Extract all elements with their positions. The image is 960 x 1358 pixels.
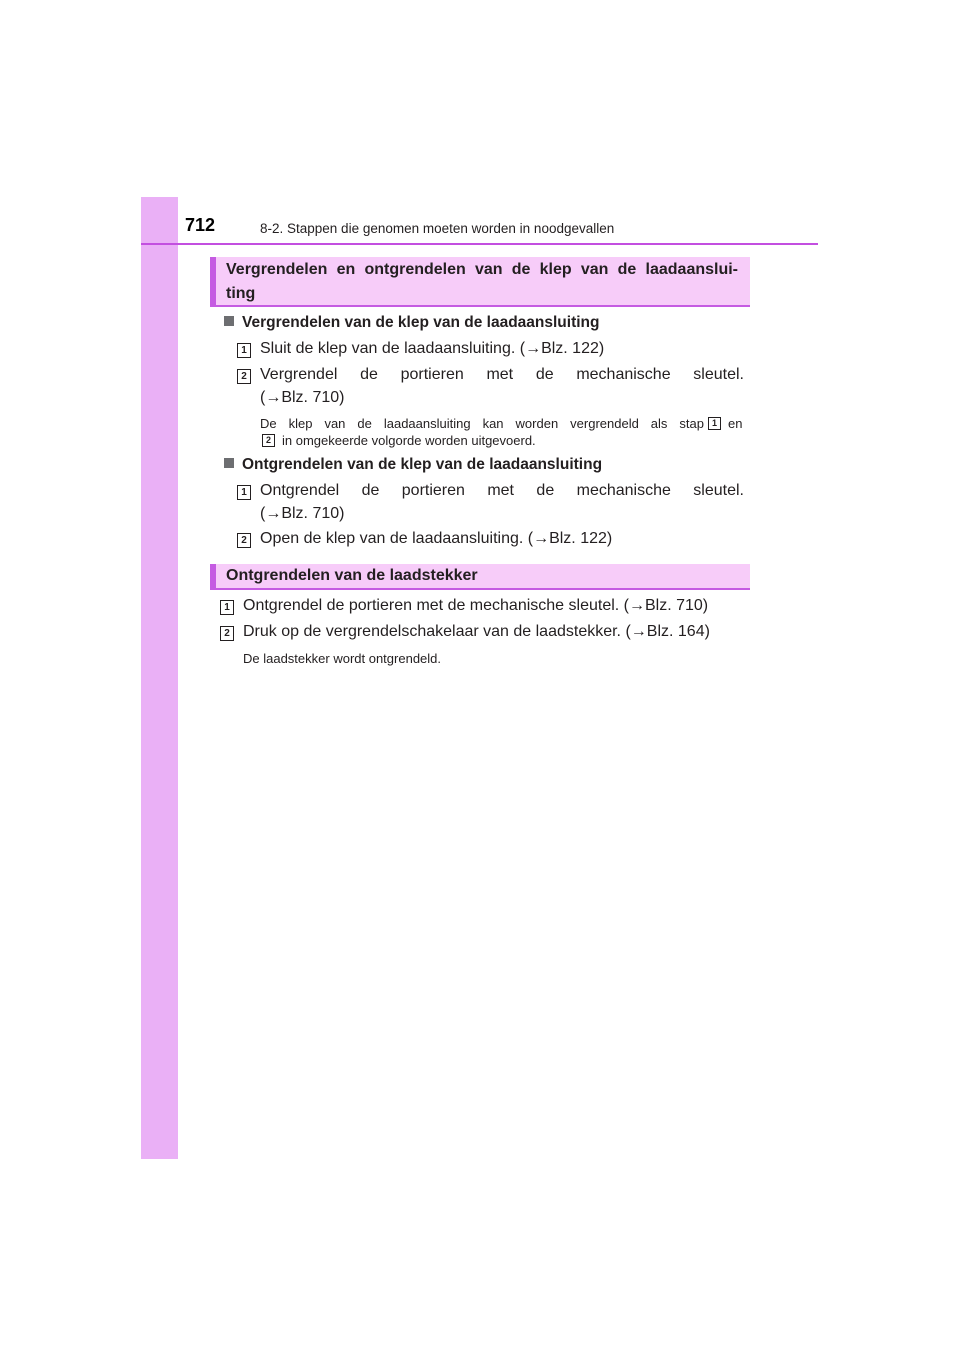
step-number-badge: 2 xyxy=(237,533,251,548)
step-text: Vergrendel de portieren met de mechanische sleutel. xyxy=(260,366,744,383)
note-text: De klep van de laadaansluiting kan worden vergrendeld als stap xyxy=(260,416,704,431)
step-text-continued: (→Blz. 710) xyxy=(260,389,345,406)
step-number-badge: 1 xyxy=(237,343,251,358)
step-text: Sluit de klep van de laadaansluiting. (→Blz. 122) xyxy=(260,340,605,357)
chapter-title: 8-2. Stappen die genomen moeten worden in noodgevallen xyxy=(260,221,615,236)
step-text: Ontgrendel de portieren met de mechanische sleutel. (→Blz. 710) xyxy=(243,597,709,614)
section-heading-unlock-plug xyxy=(210,564,750,590)
subheading-unlock-lid: Ontgrendelen van de klep van de laadaansluiting xyxy=(224,456,602,474)
step-number-badge: 1 xyxy=(237,485,251,500)
step-text: Druk op de vergrendelschakelaar van de laadstekker. (→Blz. 164) xyxy=(243,623,710,640)
note-text: en xyxy=(728,416,743,431)
note-text: in omgekeerde volgorde worden uitgevoerd. xyxy=(282,433,536,448)
page-number: 712 xyxy=(185,215,216,235)
inline-step-badge: 2 xyxy=(262,434,275,447)
step-number-badge: 2 xyxy=(220,626,234,641)
inline-step-badge: 1 xyxy=(708,417,721,430)
square-bullet-icon xyxy=(224,316,234,326)
chapter-sidebar-tab xyxy=(141,197,178,1159)
note-text: De laadstekker wordt ontgrendeld. xyxy=(243,651,442,666)
step-number-badge: 2 xyxy=(237,369,251,384)
subheading-lock-lid: Vergrendelen van de klep van de laadaansluiting xyxy=(224,314,599,332)
step-number-badge: 1 xyxy=(220,600,234,615)
header-divider xyxy=(141,243,818,245)
square-bullet-icon xyxy=(224,458,234,468)
step-text: Ontgrendel de portieren met de mechanische sleutel. xyxy=(260,482,744,499)
section-heading-line1: Vergrendelen en ontgrendelen van de klep van de laadaanslui- xyxy=(226,261,738,278)
step-text: Open de klep van de laadaansluiting. (→Blz. 122) xyxy=(260,530,613,547)
section-heading-text: Ontgrendelen van de laadstekker xyxy=(226,567,478,584)
section-heading-charge-port-lid xyxy=(210,257,750,307)
section-heading-line2: ting xyxy=(226,285,256,302)
step-text-continued: (→Blz. 710) xyxy=(260,505,345,522)
